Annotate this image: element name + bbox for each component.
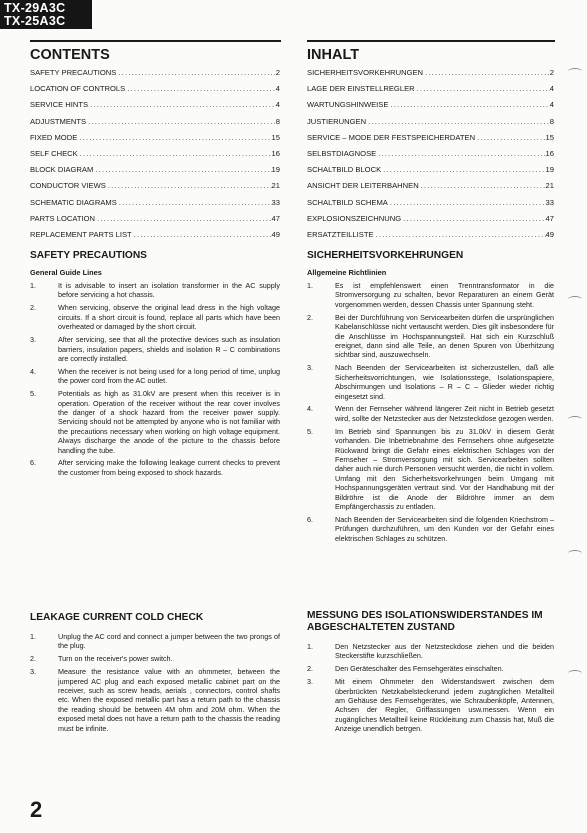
toc-item[interactable]: [30, 198, 280, 214]
toc-title: JUSTIERUNGEN: [307, 116, 367, 126]
toc-list: [30, 68, 280, 246]
toc-page: 15: [271, 132, 280, 142]
list-item: [307, 313, 554, 360]
leakage-title-de: MESSUNG DES ISOLATIONSWIDERSTANDES IM ABGESCHALTETEN ZUSTAND: [307, 610, 543, 633]
toc-title: EXPLOSIONSZEICHNUNG: [307, 213, 402, 223]
right-leakage-section: [307, 610, 554, 737]
toc-item[interactable]: [307, 100, 554, 116]
toc-item[interactable]: [307, 230, 554, 246]
toc-page: 47: [545, 213, 554, 223]
toc-page: 4: [549, 100, 554, 110]
toc-title: SAFETY PRECAUTIONS: [30, 68, 117, 77]
toc-title: ERSATZTEILLISTE: [307, 229, 374, 239]
toc-leader: [78, 149, 272, 158]
top-rule-left: [30, 40, 281, 42]
toc-item[interactable]: [307, 165, 554, 181]
item-text: Unplug the AC cord and connect a jumper between the two prongs of the plug.: [58, 632, 280, 651]
item-text: Den Geräteschalter des Fernsehgerätes einschalten.: [335, 664, 504, 674]
toc-leader: [93, 165, 271, 174]
list-item: [30, 632, 280, 651]
item-number: 1.: [307, 642, 313, 651]
toc-leader: [388, 198, 546, 207]
item-number: 3.: [30, 667, 36, 677]
toc-item[interactable]: [30, 165, 280, 181]
toc-item[interactable]: [307, 149, 554, 165]
toc-page: 4: [275, 84, 280, 94]
toc-title: SCHEMATIC DIAGRAMS: [30, 197, 117, 207]
toc-leader: [415, 84, 550, 93]
item-number: 6.: [30, 458, 36, 468]
item-text: Im Betrieb sind Spannungen bis zu 31.0kV in diesem Gerät vorhanden. Die Inbetriebnahme des Fernsehers ohne aufgesetzte Rückwand bringt die Gefahr eines elektrischen Schlages von der Fernseher – Stromversorgung mit sich. Servicearbeiten sollten daher auch nie durch Personen versucht werden, die nicht in vollem. Umfang mit den Sicherheitsvorkehrungen beim Umgang mit Hochspannungsgeräten vertraut sind. Vor der Handhabung mit der Bildröhre ist die Anode der Bildröhre immer an dem Empfängerchassis zu entladen.: [335, 426, 554, 511]
item-number: 2.: [307, 664, 313, 674]
item-number: 2.: [30, 303, 36, 313]
toc-page: 21: [545, 181, 554, 191]
toc-item[interactable]: [30, 100, 280, 116]
toc-title: LAGE DER EINSTELLREGLER: [307, 84, 415, 94]
toc-leader: [106, 181, 272, 190]
item-text: Den Netzstecker aus der Netzsteckdose ziehen und die beiden Steckerstifte kurzschließen.: [335, 642, 554, 661]
toc-page: 47: [271, 213, 280, 223]
toc-leader: [95, 214, 272, 223]
safety-title: SAFETY PRECAUTIONS: [30, 250, 147, 262]
page-number: 2: [30, 797, 43, 822]
toc-item[interactable]: [307, 133, 554, 149]
toc-item[interactable]: [307, 214, 554, 230]
toc-page: 16: [545, 148, 554, 158]
toc-item[interactable]: [30, 181, 280, 197]
toc-leader: [475, 133, 545, 142]
list-item: [30, 458, 280, 477]
toc-title: FIXED MODE: [30, 132, 78, 142]
toc-title: LOCATION OF CONTROLS: [30, 84, 126, 94]
toc-leader: [401, 214, 545, 223]
toc-page: 49: [271, 229, 280, 239]
top-rule-right: [307, 40, 555, 42]
list-item: [307, 515, 554, 543]
toc-page: 2: [275, 68, 280, 77]
guide-list-de: [307, 281, 554, 543]
item-number: 4.: [307, 404, 313, 414]
toc-title: ANSICHT DER LEITERBAHNEN: [307, 181, 419, 191]
toc-title: SELF CHECK: [30, 148, 78, 158]
toc-leader: [117, 198, 272, 207]
item-text: When the receiver is not being used for a long period of time, unplug the power cord from the AC outlet.: [58, 366, 280, 386]
leakage-list-de: [307, 642, 554, 734]
item-number: 5.: [30, 389, 36, 399]
list-item: [307, 281, 554, 309]
list-item: [307, 363, 554, 401]
margin-mark: [568, 296, 582, 303]
toc-item[interactable]: [30, 149, 280, 165]
item-number: 3.: [307, 363, 313, 373]
item-text: Measure the resistance value with an ohmmeter, between the jumpered AC plug and each exposed metallic cabinet part on the receiver, such as screw heads, aerials , connectors, control shafts etc. When the exposed metallic part has a return path to the chassis the reading should be between 4M ohm and 20M ohm. When the exposed metal does not have a return path to the chassis the reading must be infinite.: [58, 667, 280, 733]
model-name-2: TX-25A3C: [4, 14, 66, 28]
inhalt-title: INHALT: [307, 47, 360, 63]
toc-item[interactable]: [30, 84, 280, 100]
toc-title: ADJUSTMENTS: [30, 116, 87, 126]
list-item: [30, 281, 280, 300]
list-item: [30, 389, 280, 455]
toc-leader: [125, 84, 276, 93]
toc-leader: [132, 230, 272, 239]
toc-title: PARTS LOCATION: [30, 213, 95, 223]
toc-title: SCHALTBILD SCHEMA: [307, 197, 388, 207]
item-text: When servicing, observe the original lead dress in the high voltage circuits. If a short circuit is found, replace all parts which have been overheated or damaged by the short circuit.: [58, 303, 280, 332]
toc-leader: [388, 100, 549, 109]
toc-leader: [116, 68, 275, 77]
item-number: 1.: [30, 281, 36, 291]
item-text: Wenn der Fernseher während längerer Zeit nicht in Betrieb gesetzt wird, sollte der Netzstecker aus der Netzsteckdose gezogen werden.: [335, 404, 554, 423]
toc-title: SELBSTDIAGNOSE: [307, 148, 377, 158]
toc-item[interactable]: [30, 214, 280, 230]
item-text: After servicing make the following leakage current checks to prevent the customer from being exposed to shock hazards.: [58, 458, 280, 477]
list-item: [30, 335, 280, 363]
list-item: [30, 303, 280, 331]
leakage-title: LEAKAGE CURRENT COLD CHECK: [30, 612, 204, 623]
toc-page: 8: [275, 116, 280, 126]
toc-item[interactable]: [30, 117, 280, 133]
item-number: 2.: [307, 312, 313, 322]
toc-item[interactable]: [307, 181, 554, 197]
toc-page: 19: [271, 165, 280, 175]
toc-title: WARTUNGSHINWEISE: [307, 100, 389, 110]
guide-title: General Guide Lines: [30, 268, 102, 278]
item-number: 3.: [307, 677, 313, 687]
toc-leader: [374, 230, 546, 239]
list-item: [307, 427, 554, 512]
item-text: Es ist empfehlenswert einen Trenntransformator in die Stromversorgung zu schalten, bevor Reparaturen an einem Gerät vorgenommen werden, dessen Chassis unter Spannung steht.: [335, 281, 554, 309]
item-text: Nach Beenden der Servicearbeiten ist sicherzustellen, daß alle Sicherheitsvorrichtungen, wie Isolationsstege, Isolationspapiere, Abschirmungen und Isolations – R – C – Glieder wieder richtig eingesetzt sind.: [335, 363, 554, 401]
guide-list: [30, 281, 280, 477]
toc-leader: [423, 68, 550, 77]
list-item: [30, 667, 280, 733]
contents-title: CONTENTS: [30, 47, 110, 63]
toc-page: 4: [549, 84, 554, 94]
toc-page: 15: [545, 132, 554, 142]
margin-mark: [568, 670, 582, 677]
list-item: [307, 404, 554, 423]
item-text: Bei der Durchführung von Servicearbeiten dürfen die ursprünglichen Kabelanschlüsse nicht vertauscht werden. Dies gilt insbesondere für die Anschlüsse im Hochspannungsteil. Hat sich ein Kurzschluß ereignet, dann sind alle Teile, an denen Spuren von Überhitzung sichtbar sind, auszuwechseln.: [335, 312, 554, 360]
guide-title-de: Allgemeine Richtlinien: [307, 268, 387, 278]
toc-page: 33: [271, 197, 280, 207]
toc-title: CONDUCTOR VIEWS: [30, 181, 106, 191]
toc-leader: [88, 100, 276, 109]
toc-list-de: [307, 68, 554, 246]
item-number: 1.: [30, 632, 36, 641]
toc-leader: [366, 117, 550, 126]
model-name-1: TX-29A3C: [4, 1, 66, 15]
toc-page: 21: [271, 181, 280, 191]
toc-title: SERVICE – MODE DER FESTSPEICHERDATEN: [307, 132, 476, 142]
toc-item[interactable]: [307, 84, 554, 100]
margin-mark: [568, 68, 582, 75]
toc-page: 8: [549, 116, 554, 126]
toc-item[interactable]: [30, 230, 280, 246]
toc-item[interactable]: [307, 68, 554, 84]
left-column: [30, 46, 280, 481]
item-number: 4.: [30, 366, 36, 376]
toc-item[interactable]: [30, 133, 280, 149]
item-number: 1.: [307, 281, 313, 291]
list-item: [30, 654, 280, 663]
item-number: 6.: [307, 514, 313, 524]
toc-item[interactable]: [307, 198, 554, 214]
model-tag: [0, 0, 92, 29]
item-text: Mit einem Ohmmeter den Widerstandswert zwischen dem überbrückten Netzkabelsteckerund jedem zugänglichen Metallteil am Gehäuse des Fernsehgerätes, wie Schraubenköpfe, Antennen, Achsen der Regler, Griffassungen usw.messen. Wenn ein zugängliches Metallteil keine Rückleitung zum Chassis hat, Muß die Anzeige unendlich betrgen.: [335, 677, 554, 734]
toc-page: 16: [271, 148, 280, 158]
toc-title: SERVICE HINTS: [30, 100, 89, 110]
toc-title: BLOCK DIAGRAM: [30, 165, 94, 175]
list-item: [30, 367, 280, 386]
toc-page: 49: [545, 229, 554, 239]
left-leakage-section: [30, 612, 280, 737]
toc-page: 2: [549, 68, 554, 77]
toc-page: 33: [545, 197, 554, 207]
toc-item[interactable]: [307, 117, 554, 133]
margin-mark: [568, 416, 582, 423]
toc-leader: [86, 117, 276, 126]
item-number: 3.: [30, 335, 36, 345]
leakage-list: [30, 632, 280, 733]
item-text: Potentials as high as 31.0kV are present when this receiver is in operation. Operation of the receiver without the rear cover involves the danger of a shock hazard from the receiver power supply. Servicing should not be attempted by anyone who is not familiar with the precautions necessary when working on high voltage equipment. Always discharge the anode of the picture to the chassis before handling the tube.: [58, 389, 280, 455]
right-column: [307, 46, 554, 547]
item-text: After servicing, see that all the protective devices such as insulation barriers, insulation papers, shields and isolation R – C combinations are correctly installed.: [58, 335, 280, 363]
list-item: [307, 677, 554, 733]
toc-leader: [376, 149, 545, 158]
list-item: [307, 664, 554, 673]
toc-page: 4: [275, 100, 280, 110]
item-text: Nach Beenden der Servicearbeiten sind die folgenden Kriechstrom – Prüfungen durchzuführen, um den Kunden vor der Gefahr eines elektrischen Schlages zu schützen.: [335, 514, 554, 543]
toc-leader: [381, 165, 545, 174]
toc-title: SICHERHEITSVORKEHRUNGEN: [307, 68, 424, 77]
item-number: 5.: [307, 426, 313, 436]
toc-title: SCHALTBILD BLOCK: [307, 165, 382, 175]
safety-title-de: SICHERHEITSVORKEHRUNGEN: [307, 250, 464, 262]
item-text: Turn on the receiver's power switch.: [58, 654, 173, 664]
item-text: It is advisable to insert an isolation transformer in the AC supply before servicing a hot chassis.: [58, 281, 280, 300]
toc-leader: [77, 133, 271, 142]
toc-page: 19: [545, 165, 554, 175]
item-number: 2.: [30, 654, 36, 664]
toc-item[interactable]: [30, 68, 280, 84]
toc-leader: [419, 181, 546, 190]
list-item: [307, 642, 554, 661]
toc-title: REPLACEMENT PARTS LIST: [30, 229, 132, 239]
margin-mark: [568, 550, 582, 557]
